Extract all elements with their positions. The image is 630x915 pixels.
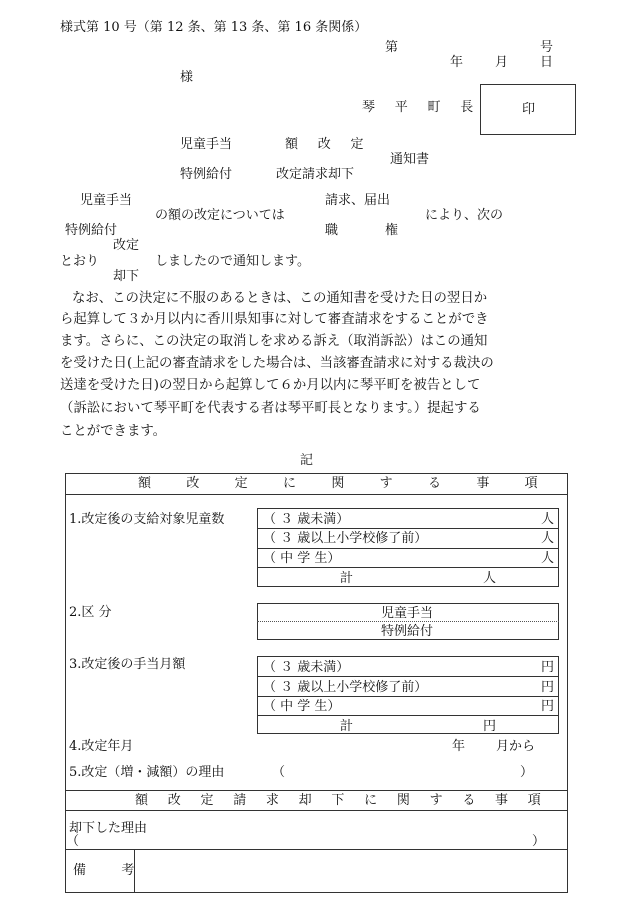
revision-month-from: 月から [496, 739, 536, 754]
notice-line: を受けた日(上記の審査請求をした場合は、当該審査請求に対する裁決の [60, 356, 494, 371]
notice-line: 送達を受けた日)の翌日から起算して６か月以内に琴平町を被告として [60, 378, 481, 393]
divider [257, 567, 559, 568]
addressee-sama: 様 [180, 70, 194, 85]
child-count-row-unit: 人 [541, 512, 555, 527]
classification-special-benefit: 特例給付 [381, 624, 434, 639]
title-notice: 通知書 [390, 152, 430, 167]
notice-line: なお、この決定に不服のあるときは、この通知書を受けた日の翌日か [72, 291, 488, 306]
mayor-title: 琴 平 町 長 [362, 100, 481, 115]
number-suffix: 号 [540, 40, 554, 55]
title-amount-revision: 額 改 定 [285, 137, 372, 152]
rejection-open-paren: （ [66, 834, 80, 849]
divider [257, 715, 559, 716]
item2-label: 2.区 分 [69, 605, 112, 620]
item4-label: 4.改定年月 [69, 739, 134, 754]
monthly-amount-row-unit: 円 [541, 660, 555, 675]
child-count-row-label: （ ３ 歳以上小学校修了前） [263, 531, 428, 546]
lead-child-allowance: 児童手当 [80, 193, 133, 208]
section2-header: 額 改 定 請 求 却 下 に 関 す る 事 項 [135, 793, 549, 808]
lead-ex-officio-1: 職 [325, 223, 339, 238]
child-count-total-label: 計 [340, 571, 354, 586]
ki-marker: 記 [300, 453, 314, 468]
reason-open-paren: （ [272, 765, 286, 780]
lead-ex-officio-2: 権 [385, 223, 399, 238]
reason-close-paren: ） [520, 765, 534, 780]
title-child-allowance: 児童手当 [180, 137, 233, 152]
divider [257, 528, 559, 529]
divider [65, 494, 568, 495]
divider [257, 676, 559, 677]
date-day: 日 [540, 55, 554, 70]
monthly-amount-total-label: 計 [340, 719, 354, 734]
child-count-row-unit: 人 [541, 551, 555, 566]
number-prefix: 第 [385, 40, 399, 55]
divider [65, 849, 568, 850]
divider [257, 696, 559, 697]
date-month: 月 [495, 55, 509, 70]
lead-special-benefit: 特例給付 [65, 223, 118, 238]
form-reference: 様式第 10 号（第 12 条、第 13 条、第 16 条関係） [60, 20, 368, 35]
rejection-reason-label: 却下した理由 [69, 821, 148, 836]
lead-revised: 改定 [113, 238, 140, 253]
divider [65, 790, 568, 791]
lead-request: 請求、届出 [325, 193, 391, 208]
divider [257, 548, 559, 549]
lead-by-following: により、次の [425, 208, 504, 223]
child-count-row-label: （ 中 学 生） [263, 551, 341, 566]
child-count-row-unit: 人 [541, 531, 555, 546]
classification-child-allowance: 児童手当 [381, 606, 434, 621]
lead-notified: しましたので通知します。 [155, 254, 310, 269]
title-special-benefit: 特例給付 [180, 167, 233, 182]
child-count-row-label: （ ３ 歳未満） [263, 512, 350, 527]
lead-rejected: 却下 [113, 269, 140, 284]
rejection-close-paren: ） [532, 834, 546, 849]
monthly-amount-row-unit: 円 [541, 680, 555, 695]
item5-label: 5.改定（増・減額）の理由 [69, 765, 225, 780]
monthly-amount-row-unit: 円 [541, 699, 555, 714]
item3-label: 3.改定後の手当月額 [69, 657, 186, 672]
notice-line: ます。さらに、この決定の取消しを求める訴え（取消訴訟）はこの通知 [60, 334, 488, 349]
seal-box [480, 84, 576, 135]
remarks-label: 備 考 [73, 863, 150, 878]
notice-line: ことができます。 [60, 424, 167, 439]
monthly-amount-row-label: （ 中 学 生） [263, 699, 341, 714]
lead-as: とおり [60, 254, 100, 269]
divider [257, 621, 559, 622]
date-year: 年 [450, 55, 464, 70]
monthly-amount-total-unit: 円 [483, 719, 497, 734]
item1-label: 1.改定後の支給対象児童数 [69, 512, 225, 527]
child-count-total-unit: 人 [483, 571, 497, 586]
seal-label: 印 [522, 102, 536, 117]
title-rejection: 改定請求却下 [276, 167, 355, 182]
notice-line: （訴訟において琴平町を代表する者は琴平町長となります。）提起する [60, 401, 481, 416]
monthly-amount-row-label: （ ３ 歳以上小学校修了前） [263, 680, 428, 695]
lead-revision-text: の額の改定については [155, 208, 285, 223]
revision-year: 年 [452, 739, 466, 754]
section1-header: 額 改 定 に 関 す る 事 項 [138, 476, 554, 491]
monthly-amount-row-label: （ ３ 歳未満） [263, 660, 350, 675]
divider [65, 810, 568, 811]
notice-line: ら起算して３か月以内に香川県知事に対して審査請求をすることができ [60, 312, 489, 327]
